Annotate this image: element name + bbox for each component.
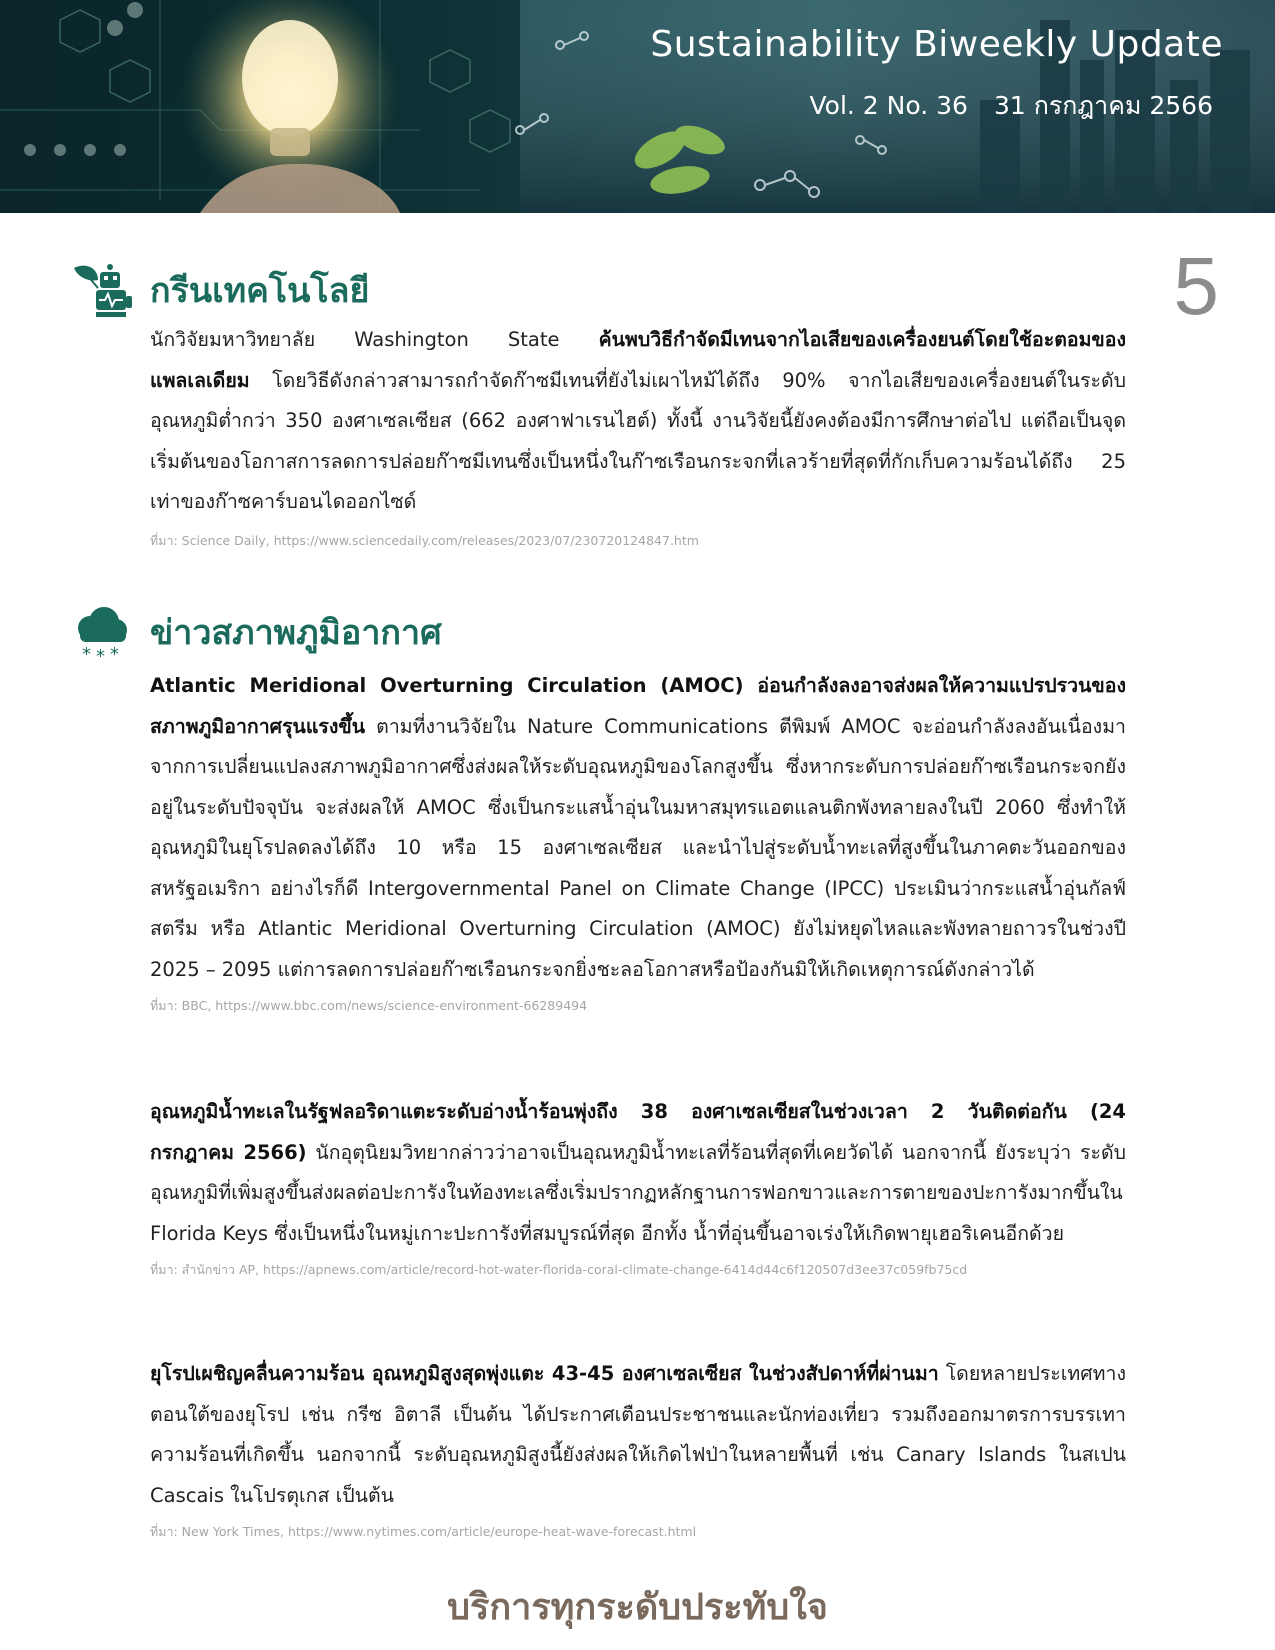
publication-title: Sustainability Biweekly Update xyxy=(650,24,1223,65)
article-text xyxy=(150,1092,1126,1254)
article-source: ที่มา: New York Times, https://www.nytimes.com/article/europe-heat-wave-forecast.html xyxy=(150,1524,697,1539)
header-banner xyxy=(0,0,1275,213)
article-body: โดยหลายประเทศทางตอนใต้ของยุโรป เช่น กรีซ อิตาลี เป็นต้น ได้ประกาศเตือนประชาชนและนักท่องเที่ยว รวมถึงออกมาตรการบรรเทาความร้อนที่เกิดขึ้น นอกจากนี้ ระดับอุณหภูมิสูงนี้ยังส่งผลให้เกิดไฟป่าในหลายพื้นที่ เช่น Canary Islands ในสเปน Cascais ในโปรตุเกส เป็นต้น xyxy=(150,1362,1126,1507)
article-europe-heatwave xyxy=(150,1354,1126,1542)
article-text xyxy=(150,666,1126,990)
article-headline: Atlantic Meridional Overturning Circulation (AMOC) อ่อนกำลังลงอาจส่งผลให้ความแปรปรวนของสภาพภูมิอากาศรุนแรงขึ้น xyxy=(150,674,1126,738)
article-lead: นักวิจัยมหาวิทยาลัย Washington State xyxy=(150,328,599,351)
footer-slogan: บริการทุกระดับประทับใจ xyxy=(447,1587,828,1628)
article-text xyxy=(150,1354,1126,1516)
article-body: โดยวิธีดังกล่าวสามารถกำจัดก๊าซมีเทนที่ยังไม่เผาไหม้ได้ถึง 90% จากไอเสียของเครื่องยนต์ในระดับอุณหภูมิต่ำกว่า 350 องศาเซลเซียส (662 องศาฟาเรนไฮต์) ทั้งนี้ งานวิจัยนี้ยังคงต้องมีการศึกษาต่อไป แต่ถือเป็นจุดเริ่มต้นของโอกาสการลดการปล่อยก๊าซมีเทนซึ่งเป็นหนึ่งในก๊าซเรือนกระจกที่เลวร้ายที่สุดที่กักเก็บความร้อนได้ถึง 25 เท่าของก๊าซคาร์บอนไดออกไซด์ xyxy=(150,368,1126,513)
section-heading-green-tech xyxy=(68,258,369,322)
article-body: ตามที่งานวิจัยใน Nature Communications ตีพิมพ์ AMOC จะอ่อนกำลังลงอันเนื่องมาจากการเปลี่ยนแปลงสภาพภูมิอากาศซึ่งส่งผลให้ระดับอุณหภูมิของโลกสูงขึ้น ซึ่งหากระดับการปล่อยก๊าซเรือนกระจกยังอยู่ในระดับปัจจุบัน จะส่งผลให้ AMOC ซึ่งเป็นกระแสน้ำอุ่นในมหาสมุทรแอตแลนติกพังทลายลงในปี 2060 ซึ่งทำให้อุณหภูมิในยุโรปลดลงได้ถึง 10 หรือ 15 องศาเซลเซียส และนำไปสู่ระดับน้ำทะเลที่สูงขึ้นในภาคตะวันออกของสหรัฐอเมริกา อย่างไรก็ดี Intergovernmental Panel on Climate Change (IPCC) ประเมินว่ากระแสน้ำอุ่นกัลฟ์สตรีม หรือ Atlantic Meridional Overturning Circulation (AMOC) ยังไม่หยุดไหลและพังทลายถาวรในช่วงปี 2025 – 2095 แต่การลดการปล่อยก๊าซเรือนกระจกยิ่งชะลอโอกาสหรือป้องกันมิให้เกิดเหตุการณ์ดังกล่าวได้ xyxy=(150,714,1126,981)
article-amoc xyxy=(150,666,1126,1016)
section-title: กรีนเทคโนโลยี xyxy=(150,271,370,311)
article-florida xyxy=(150,1092,1126,1280)
page-number: 5 xyxy=(1173,241,1219,332)
svg-text:*: * xyxy=(82,644,91,664)
svg-text:*: * xyxy=(110,644,119,664)
issue-info xyxy=(784,86,1213,126)
section-title: ข่าวสภาพภูมิอากาศ xyxy=(150,613,442,653)
article-headline: ยุโรปเผชิญคลื่นความร้อน อุณหภูมิสูงสุดพุ่งแตะ 43-45 องศาเซลเซียส ในช่วงสัปดาห์ที่ผ่านมา xyxy=(150,1362,939,1385)
article-body: นักอุตุนิยมวิทยากล่าวว่าอาจเป็นอุณหภูมิน้ำทะเลที่ร้อนที่สุดที่เคยวัดได้ นอกจากนี้ ยังระบุว่า ระดับอุณหภูมิที่เพิ่มสูงขึ้นส่งผลต่อปะการังในท้องทะเลซึ่งเริ่มปรากฏหลักฐานการฟอกขาวและการตายของปะการังมากขึ้นใน Florida Keys ซึ่งเป็นหนึ่งในหมู่เกาะปะการังที่สมบูรณ์ที่สุด อีกทั้ง น้ำที่อุ่นขึ้นอาจเร่งให้เกิดพายุเฮอริเคนอีกด้วย xyxy=(150,1140,1126,1245)
article-headline: ค้นพบวิธีกำจัดมีเทนจากไอเสียของเครื่องยนต์โดยใช้อะตอมของแพลเลเดียม xyxy=(150,328,1126,392)
robot-leaf-icon xyxy=(68,258,134,322)
issue-date: 31 กรกฎาคม 2566 xyxy=(993,91,1213,120)
article-text xyxy=(150,320,1126,523)
svg-text:*: * xyxy=(96,646,105,664)
section-heading-climate-news xyxy=(68,600,442,664)
issue-volume: Vol. 2 No. 36 xyxy=(809,91,968,120)
snow-cloud-icon xyxy=(68,600,134,664)
article-headline: อุณหภูมิน้ำทะเลในรัฐฟลอริดาแตะระดับอ่างน้ำร้อนพุ่งถึง 38 องศาเซลเซียสในช่วงเวลา 2 วันติดต่อกัน (24 กรกฎาคม 2566) xyxy=(150,1100,1126,1164)
article-methane xyxy=(150,320,1126,551)
article-source: ที่มา: สำนักข่าว AP, https://apnews.com/article/record-hot-water-florida-coral-climate-change-6414d44c6f120507d3ee37c059fb75cd xyxy=(150,1262,968,1277)
article-source: ที่มา: Science Daily, https://www.sciencedaily.com/releases/2023/07/230720124847.htm xyxy=(150,532,699,548)
article-source: ที่มา: BBC, https://www.bbc.com/news/science-environment-66289494 xyxy=(150,998,588,1013)
